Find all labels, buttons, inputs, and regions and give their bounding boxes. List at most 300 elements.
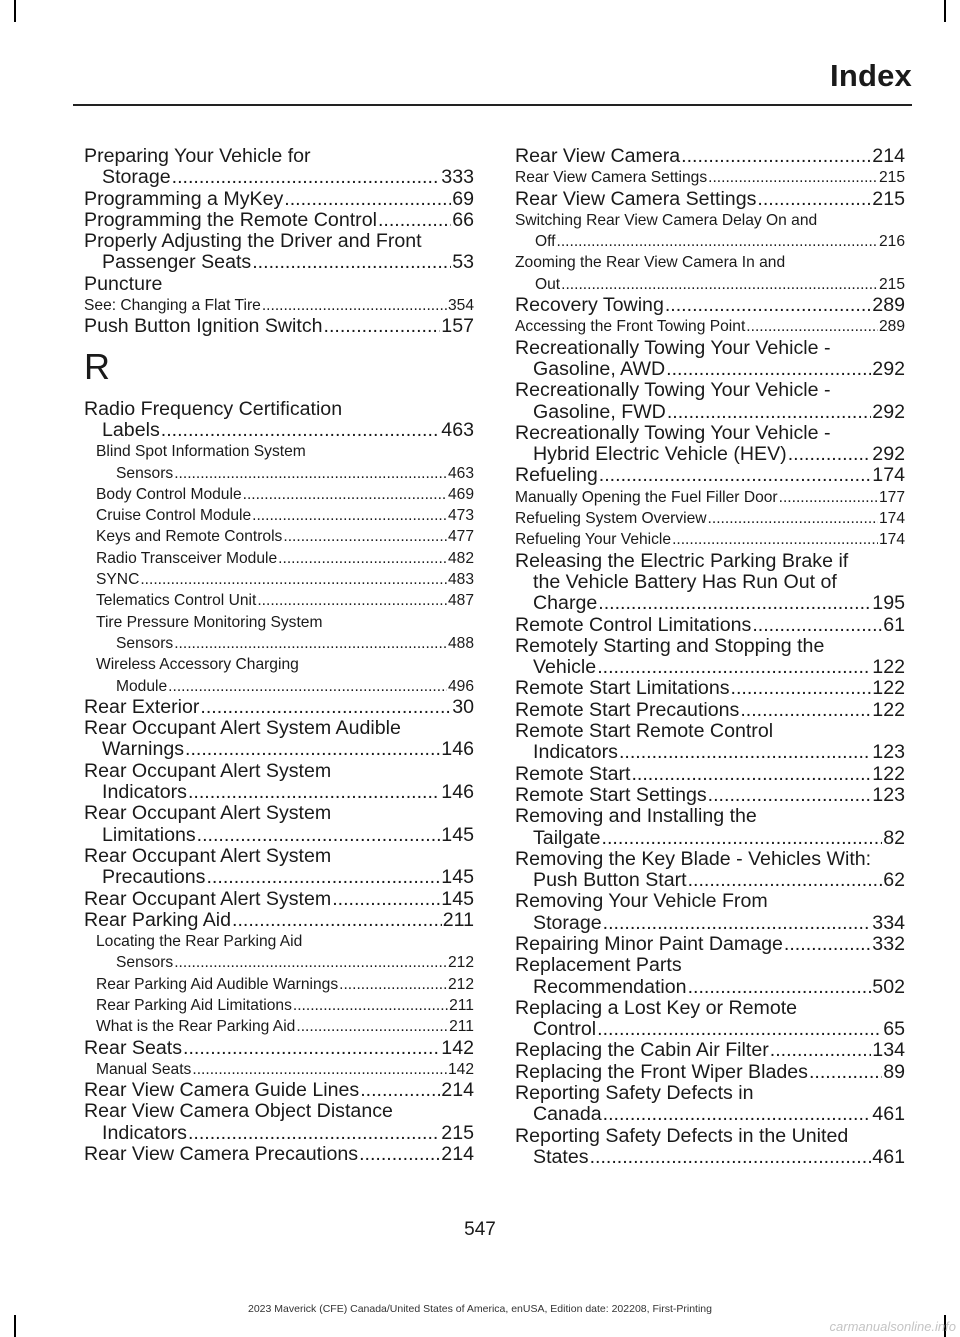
index-entry[interactable]: [515, 721, 905, 764]
dot-leader: [172, 167, 441, 188]
index-column-right: [515, 146, 905, 1168]
page-ref: 463: [441, 418, 474, 441]
entry-line: [515, 1019, 905, 1040]
entry-line: [515, 359, 905, 380]
entry-line: [515, 274, 905, 295]
page-ref: 174: [878, 510, 905, 528]
index-entry[interactable]: [84, 1144, 474, 1165]
dot-leader: [206, 867, 440, 888]
page-ref: 496: [447, 677, 474, 695]
entry-text: Recovery Towing: [515, 294, 664, 317]
page-ref: 292: [872, 357, 905, 380]
page-ref: 289: [878, 318, 905, 336]
entry-text: Keys and Remote Controls: [96, 528, 283, 546]
entry-line: [515, 487, 905, 508]
index-entry[interactable]: [515, 806, 905, 849]
index-entry[interactable]: [515, 1040, 905, 1061]
entry-line: [515, 1104, 905, 1125]
entry-text: Indicators: [533, 741, 618, 764]
dot-leader: [752, 615, 882, 636]
entry-text: Remote Start Limitations: [515, 677, 730, 700]
entry-text: Storage: [533, 911, 602, 934]
entry-lead-text: Replacement Parts: [515, 954, 682, 977]
entry-lead-text: Recreationally Towing Your Vehicle -: [515, 421, 831, 444]
entry-line: [96, 590, 474, 611]
dot-leader: [757, 189, 871, 210]
entry-line: [84, 782, 474, 803]
page-ref: 482: [447, 549, 474, 567]
entry-line: [84, 1038, 474, 1059]
page-ref: 216: [878, 233, 905, 251]
index-subentry[interactable]: [515, 529, 905, 550]
entry-text: Cruise Control Module: [96, 507, 252, 525]
page-ref: 289: [872, 294, 905, 317]
entry-lead-text: Releasing the Electric Parking Brake if: [515, 549, 849, 572]
index-entry[interactable]: [515, 189, 905, 210]
index-entry[interactable]: [515, 785, 905, 806]
entry-text: Rear View Camera Settings: [515, 169, 708, 187]
page-ref: 142: [441, 1036, 474, 1059]
index-subentry[interactable]: [84, 484, 474, 505]
entry-text: Body Control Module: [96, 485, 242, 503]
entry-line: [515, 934, 905, 955]
entry-lead-text: Replacing a Lost Key or Remote: [515, 996, 798, 1019]
dot-leader: [770, 1040, 872, 1061]
dot-leader: [262, 295, 447, 316]
dot-leader: [557, 231, 878, 252]
index-entry[interactable]: [515, 678, 905, 699]
entry-text: Rear View Camera: [515, 145, 681, 167]
entry-line: [84, 420, 474, 441]
page-ref: 333: [441, 166, 474, 189]
entry-lead-text: Recreationally Towing Your Vehicle -: [515, 336, 831, 359]
entry-lead-text: Properly Adjusting the Driver and Front: [84, 230, 422, 253]
entry-text: Rear Parking Aid Audible Warnings: [96, 975, 339, 993]
entry-text: Sensors: [116, 464, 174, 482]
page-ref: 123: [872, 741, 905, 764]
dot-leader: [232, 910, 442, 931]
dot-leader: [779, 487, 878, 508]
entry-line: [515, 444, 905, 465]
dot-leader: [603, 1104, 872, 1125]
entry-text: Passenger Seats: [102, 251, 252, 274]
entry-line: [515, 700, 905, 721]
index-entry[interactable]: [515, 636, 905, 679]
index-entry[interactable]: [84, 316, 474, 337]
index-entry[interactable]: [84, 803, 474, 846]
index-entry[interactable]: [515, 891, 905, 934]
page-ref: 292: [872, 400, 905, 423]
dot-leader: [603, 913, 872, 934]
page-ref: 146: [441, 781, 474, 804]
page-ref: 122: [872, 762, 905, 785]
entry-line: [96, 676, 474, 697]
dot-leader: [339, 974, 447, 995]
page-ref: 195: [872, 592, 905, 615]
page-ref: 66: [452, 208, 474, 231]
entry-line: [96, 995, 474, 1016]
entry-line: [515, 189, 905, 210]
dot-leader: [665, 295, 871, 316]
dot-leader: [590, 1147, 872, 1168]
index-entry[interactable]: [515, 338, 905, 381]
page-ref: 502: [872, 975, 905, 998]
crop-mark-top-right: [944, 0, 946, 22]
index-entry[interactable]: [515, 295, 905, 316]
page-ref: 211: [442, 908, 474, 931]
page-ref: 469: [447, 485, 474, 503]
entry-line: [84, 739, 474, 760]
entry-text: See: Changing a Flat Tire: [84, 297, 261, 315]
dot-leader: [243, 484, 447, 505]
page-ref: 174: [872, 464, 905, 487]
entry-text: Hybrid Electric Vehicle (HEV): [533, 443, 787, 466]
page-ref: 487: [447, 592, 474, 610]
index-subentry[interactable]: [84, 1059, 474, 1080]
page-ref: 69: [452, 187, 474, 210]
entry-line: [84, 1080, 474, 1101]
page-ref: 145: [441, 887, 474, 910]
entry-line: [515, 1147, 905, 1168]
entry-line: [84, 316, 474, 337]
dot-leader: [602, 828, 883, 849]
page-ref: 82: [883, 826, 905, 849]
entry-text: Manually Opening the Fuel Filler Door: [515, 488, 778, 506]
entry-line: [515, 742, 905, 763]
dot-leader: [784, 934, 871, 955]
entry-text: Rear Exterior: [84, 695, 200, 718]
dot-leader: [667, 402, 871, 423]
page-ref: 215: [872, 187, 905, 210]
entry-text: Rear View Camera Guide Lines: [84, 1079, 360, 1102]
index-subentry[interactable]: [84, 526, 474, 547]
dot-leader: [188, 1123, 440, 1144]
dot-leader: [257, 590, 447, 611]
index-entry[interactable]: [84, 210, 474, 231]
dot-leader: [174, 633, 447, 654]
dot-leader: [185, 739, 440, 760]
entry-line: [515, 764, 905, 785]
entry-text: Programming the Remote Control: [84, 208, 377, 231]
index-entry[interactable]: [515, 1126, 905, 1169]
entry-text: Push Button Ignition Switch: [84, 315, 323, 338]
dot-leader: [183, 1038, 440, 1059]
entry-line: [515, 1040, 905, 1061]
index-entry[interactable]: [84, 1038, 474, 1059]
crop-mark-top-left: [14, 0, 16, 22]
entry-text: Off: [535, 233, 556, 251]
index-subentry[interactable]: [84, 569, 474, 590]
entry-line: [84, 910, 474, 931]
entry-text: Limitations: [102, 823, 196, 846]
page-ref: 145: [441, 866, 474, 889]
dot-leader: [278, 548, 447, 569]
index-entry[interactable]: [84, 761, 474, 804]
entry-lead-text: Remote Start Remote Control: [515, 720, 774, 743]
index-entry[interactable]: [515, 423, 905, 466]
entry-text: Radio Transceiver Module: [96, 549, 278, 567]
index-entry[interactable]: [515, 380, 905, 423]
index-subentry[interactable]: [515, 508, 905, 529]
dot-leader: [252, 252, 451, 273]
page-ref: 461: [872, 1145, 905, 1168]
page-ref: 215: [878, 169, 905, 187]
dot-leader: [283, 526, 447, 547]
entry-line: [515, 870, 905, 891]
entry-lead-text: Rear Occupant Alert System: [84, 759, 332, 782]
entry-lead-text: Switching Rear View Camera Delay On and: [515, 211, 818, 229]
index-entry[interactable]: [84, 231, 474, 274]
index-subentry[interactable]: [515, 210, 905, 253]
dot-leader: [708, 167, 878, 188]
page-ref: 212: [447, 954, 474, 972]
entry-line: [96, 463, 474, 484]
dot-leader: [174, 463, 447, 484]
entry-text: What is the Rear Parking Aid: [96, 1018, 296, 1036]
page-ref: 53: [452, 251, 474, 274]
page-ref: 122: [872, 698, 905, 721]
page-ref: 461: [872, 1103, 905, 1126]
entry-line: [84, 210, 474, 231]
entry-text: Telematics Control Unit: [96, 592, 257, 610]
dot-leader: [332, 889, 440, 910]
index-entry[interactable]: [515, 998, 905, 1041]
index-entry[interactable]: [84, 910, 474, 931]
index-subentry[interactable]: [84, 441, 474, 484]
dot-leader: [619, 742, 871, 763]
page-ref: 30: [452, 695, 474, 718]
dot-leader: [681, 146, 871, 167]
entry-text: Out: [535, 275, 561, 293]
page-ref: 477: [447, 528, 474, 546]
entry-text: Rear View Camera Settings: [515, 187, 757, 210]
page-ref: 122: [872, 677, 905, 700]
dot-leader: [597, 1019, 882, 1040]
index-entry[interactable]: [84, 718, 474, 761]
entry-text: Indicators: [102, 781, 187, 804]
entry-line: [84, 825, 474, 846]
entry-line: [515, 678, 905, 699]
entry-lead-text: Rear Occupant Alert System Audible: [84, 717, 401, 740]
index-subentry[interactable]: [515, 167, 905, 188]
page-ref: 174: [878, 531, 905, 549]
page-ref: 463: [447, 464, 474, 482]
entry-line: [84, 295, 474, 316]
page-ref: 212: [447, 975, 474, 993]
header-rule: [73, 104, 912, 106]
page-ref: 142: [447, 1060, 474, 1078]
index-entry[interactable]: [84, 1101, 474, 1144]
entry-text: Remote Start: [515, 762, 631, 785]
index-subentry[interactable]: [515, 316, 905, 337]
entry-text: Indicators: [102, 1121, 187, 1144]
entry-text: Push Button Start: [533, 869, 687, 892]
dot-leader: [666, 359, 871, 380]
index-entry[interactable]: [515, 146, 905, 167]
entry-lead-text: Removing Your Vehicle From: [515, 890, 768, 913]
page-ref: 483: [447, 571, 474, 589]
dot-leader: [788, 444, 872, 465]
index-entry[interactable]: [515, 551, 905, 615]
entry-text: Sensors: [116, 634, 174, 652]
dot-leader: [708, 508, 878, 529]
entry-text: Recommendation: [533, 975, 687, 998]
entry-line: [84, 1144, 474, 1165]
dot-leader: [598, 593, 871, 614]
entry-text: Repairing Minor Paint Damage: [515, 932, 783, 955]
entry-line: [96, 548, 474, 569]
index-subentry[interactable]: [515, 252, 905, 295]
index-entry[interactable]: [515, 955, 905, 998]
page-ref: 214: [441, 1079, 474, 1102]
page-ref: 122: [872, 656, 905, 679]
index-subentry[interactable]: [84, 654, 474, 697]
entry-line: [515, 913, 905, 934]
dot-leader: [174, 952, 447, 973]
index-entry[interactable]: [515, 849, 905, 892]
entry-line: [96, 505, 474, 526]
index-subentry[interactable]: [84, 612, 474, 655]
entry-line: [96, 1016, 474, 1037]
dot-leader: [140, 569, 447, 590]
dot-leader: [284, 189, 451, 210]
entry-line: [96, 633, 474, 654]
entry-lead-text: Radio Frequency Certification: [84, 397, 343, 420]
entry-line: [96, 569, 474, 590]
entry-lead-text: Remotely Starting and Stopping the: [515, 634, 825, 657]
entry-line: [84, 889, 474, 910]
index-subentry[interactable]: [84, 931, 474, 974]
entry-lead-text: Recreationally Towing Your Vehicle -: [515, 379, 831, 402]
dot-leader: [168, 676, 447, 697]
page-ref: 65: [883, 1018, 905, 1041]
index-entry[interactable]: [515, 1062, 905, 1083]
entry-line: [515, 402, 905, 423]
dot-leader: [252, 505, 447, 526]
index-subentry[interactable]: [84, 548, 474, 569]
page-number: 547: [464, 1219, 496, 1240]
index-entry[interactable]: [515, 764, 905, 785]
entry-text: Tailgate: [533, 826, 601, 849]
entry-text: Vehicle: [533, 656, 597, 679]
dot-leader: [192, 1059, 447, 1080]
index-subentry[interactable]: [84, 295, 474, 316]
index-entry[interactable]: [84, 146, 474, 189]
dot-leader: [688, 977, 872, 998]
index-entry[interactable]: [84, 399, 474, 442]
entry-lead-text: Rear Occupant Alert System: [84, 802, 332, 825]
entry-line: [84, 189, 474, 210]
page-ref: 292: [872, 443, 905, 466]
entry-text: Precautions: [102, 866, 206, 889]
entry-text: Storage: [102, 166, 171, 189]
index-entry[interactable]: [84, 1080, 474, 1101]
entry-text: Remote Start Precautions: [515, 698, 740, 721]
index-subentry[interactable]: [84, 590, 474, 611]
index-entry[interactable]: [515, 1083, 905, 1126]
entry-text: Rear View Camera Precautions: [84, 1143, 359, 1166]
index-entry[interactable]: [84, 189, 474, 210]
entry-lead-text: Preparing Your Vehicle for: [84, 145, 311, 167]
entry-text: Labels: [102, 418, 160, 441]
entry-text: Gasoline, AWD: [533, 357, 666, 380]
entry-text: Remote Control Limitations: [515, 613, 752, 636]
footer-edition-text: 2023 Maverick (CFE) Canada/United States of America, enUSA, Edition date: 202208, First-Printing: [248, 1303, 712, 1315]
index-subentry[interactable]: [84, 505, 474, 526]
entry-line: [515, 167, 905, 188]
dot-leader: [597, 657, 871, 678]
entry-text: Accessing the Front Towing Point: [515, 318, 746, 336]
page-ref: 145: [441, 823, 474, 846]
entry-text: Control: [533, 1018, 597, 1041]
entry-text: Warnings: [102, 738, 185, 761]
entry-line: [515, 615, 905, 636]
entry-line: [515, 295, 905, 316]
dot-leader: [324, 316, 441, 337]
entry-line: [515, 231, 905, 252]
dot-leader: [740, 700, 871, 721]
entry-text: Replacing the Cabin Air Filter: [515, 1039, 769, 1062]
page-ref: 334: [872, 911, 905, 934]
dot-leader: [809, 1062, 882, 1083]
page-ref: 214: [441, 1143, 474, 1166]
dot-leader: [200, 697, 451, 718]
index-entry[interactable]: [515, 700, 905, 721]
page-ref: 215: [441, 1121, 474, 1144]
page-ref: 214: [872, 145, 905, 167]
entry-text: Rear Parking Aid: [84, 908, 232, 931]
entry-line: [515, 657, 905, 678]
index-entry[interactable]: [515, 615, 905, 636]
dot-leader: [708, 785, 872, 806]
entry-lead-text: Rear View Camera Object Distance: [84, 1100, 393, 1123]
entry-text: Replacing the Front Wiper Blades: [515, 1060, 808, 1083]
entry-lead-text: Reporting Safety Defects in the United: [515, 1124, 849, 1147]
page-ref: 488: [447, 634, 474, 652]
index-entry[interactable]: [84, 889, 474, 910]
index-subentry[interactable]: [84, 995, 474, 1016]
entry-lead-text: the Vehicle Battery Has Run Out of: [533, 570, 837, 593]
index-subentry[interactable]: [84, 974, 474, 995]
entry-line: [96, 1059, 474, 1080]
entry-line: [96, 974, 474, 995]
entry-lead-text: Reporting Safety Defects in: [515, 1082, 754, 1105]
entry-text: SYNC: [96, 571, 140, 589]
entry-text: Refueling: [515, 464, 598, 487]
entry-line: [515, 593, 905, 614]
entry-text: Remote Start Settings: [515, 783, 707, 806]
entry-lead-text: Removing the Key Blade - Vehicles With:: [515, 847, 872, 870]
entry-lead-text: Tire Pressure Monitoring System: [96, 613, 323, 631]
dot-leader: [599, 465, 872, 486]
entry-text: Sensors: [116, 954, 174, 972]
index-entry[interactable]: [84, 846, 474, 889]
entry-text: Programming a MyKey: [84, 187, 284, 210]
index-subentry[interactable]: [84, 1016, 474, 1037]
index-column-left: [84, 146, 474, 1165]
dot-leader: [188, 782, 440, 803]
entry-line: [84, 252, 474, 273]
index-entry[interactable]: [84, 697, 474, 718]
dot-leader: [561, 274, 878, 295]
entry-text: Rear Occupant Alert System: [84, 887, 332, 910]
page-ref: 157: [441, 315, 474, 338]
dot-leader: [672, 529, 878, 550]
index-entry[interactable]: [515, 465, 905, 486]
index-subentry[interactable]: [515, 487, 905, 508]
index-entry[interactable]: [515, 934, 905, 955]
entry-text: States: [533, 1145, 589, 1168]
